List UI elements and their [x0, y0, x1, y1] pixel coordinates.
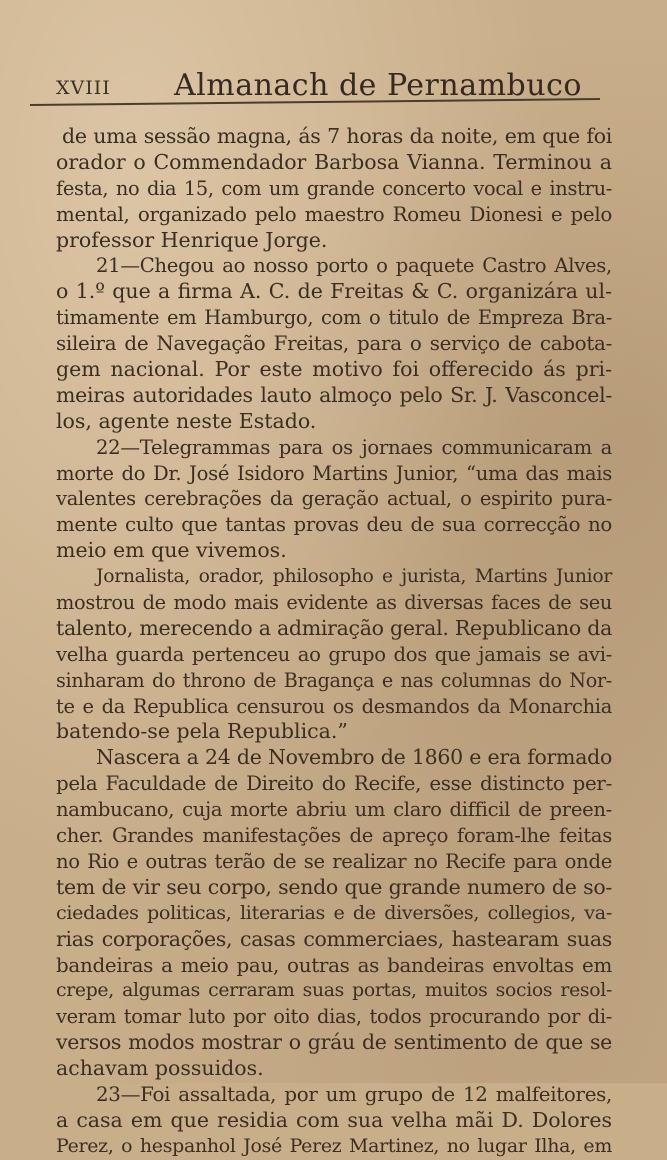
text-line: crepe, algumas cerraram suas portas, muitos socios resol-: [56, 980, 612, 1002]
text-line: cher. Grandes manifestações de apreço foram-lhe feitas: [56, 824, 612, 848]
text-line: timamente em Hamburgo, com o titulo de Empreza Bra-: [56, 306, 612, 330]
text-line: valentes cerebrações da geração actual, o espirito pura-: [56, 487, 612, 511]
text-line: meiras autoridades lauto almoço pelo Sr. J. Vasconcel-: [56, 382, 612, 407]
text-line: no Rio e outras terão de se realizar no Recife para onde: [56, 849, 612, 873]
text-line: festa, no dia 15, com um grande concerto vocal e instru-: [56, 176, 612, 200]
text-line: 22—Telegrammas para os jornaes communicaram a: [96, 435, 612, 459]
text-line: 23—Foi assaltada, por um grupo de 12 malfeitores,: [96, 1082, 612, 1106]
text-line: batendo-se pela Republica.”: [56, 719, 348, 744]
text-line: talento, merecendo a admiração geral. Republicano da: [56, 615, 612, 640]
text-line: 21—Chegou ao nosso porto o paquete Castro Alves,: [96, 254, 612, 278]
text-line: velha guarda pertenceu ao grupo dos que jamais se avi-: [56, 642, 612, 666]
text-line: mostrou de modo mais evidente as diversas faces de seu: [56, 591, 612, 615]
text-line: mente culto que tantas provas deu de sua correcção no: [56, 513, 612, 537]
text-line: mental, organizado pelo maestro Romeu Dionesi e pelo: [56, 202, 612, 226]
text-line: o 1.º que a firma A. C. de Freitas & C. organizára ul-: [56, 279, 612, 304]
text-line: bandeiras a meio pau, outras as bandeiras envoltas em: [56, 953, 612, 977]
text-line: veram tomar luto por oito dias, todos procurando por di-: [56, 1005, 612, 1029]
text-line: gem nacional. Por este motivo foi offerecido ás pri-: [56, 357, 612, 382]
text-line: te e da Republica censurou os desmandos da Monarchia: [56, 694, 612, 718]
text-line: sinharam do throno de Bragança e nas columnas do Nor-: [56, 668, 612, 692]
text-line: meio em que vivemos.: [56, 538, 287, 563]
text-line: sileira de Navegação Freitas, para o serviço de cabota-: [56, 332, 612, 356]
text-line: Perez, o hespanhol José Perez Martinez, no lugar Ilha, em: [56, 1134, 612, 1157]
text-line: de uma sessão magna, ás 7 horas da noite, em que foi: [62, 124, 612, 148]
text-line: versos modos mostrar o gráu de sentimento de que se: [56, 1030, 612, 1055]
text-line: tem de vir seu corpo, sendo que grande numero de so-: [56, 874, 612, 899]
page-number: XVIII: [56, 77, 111, 99]
text-line: professor Henrique Jorge.: [56, 227, 328, 252]
text-line: pela Faculdade de Direito do Recife, esse distincto per-: [56, 772, 612, 796]
text-line: nambucano, cuja morte abriu um claro difficil de preen-: [56, 798, 612, 822]
text-line: Nascera a 24 de Novembro de 1860 e era formado: [96, 745, 612, 770]
text-line: ciedades politicas, literarias e de diversões, collegios, va-: [56, 901, 612, 924]
text-line: Jornalista, orador, philosopho e jurista, Martins Junior: [96, 566, 612, 588]
text-line: achavam possuidos.: [56, 1056, 264, 1081]
text-line: orador o Commendador Barbosa Vianna. Terminou a: [56, 149, 612, 174]
text-line: a casa em que residia com sua velha mãi D. Dolores: [56, 1107, 612, 1132]
page-title: Almanach de Pernambuco: [174, 68, 582, 103]
text-line: rias corporações, casas commerciaes, hastearam suas: [56, 926, 612, 951]
body-text: [56, 124, 612, 1160]
text-line: morte do Dr. José Isidoro Martins Junior, “uma das mais: [56, 461, 612, 485]
text-line: los, agente neste Estado.: [56, 408, 317, 433]
